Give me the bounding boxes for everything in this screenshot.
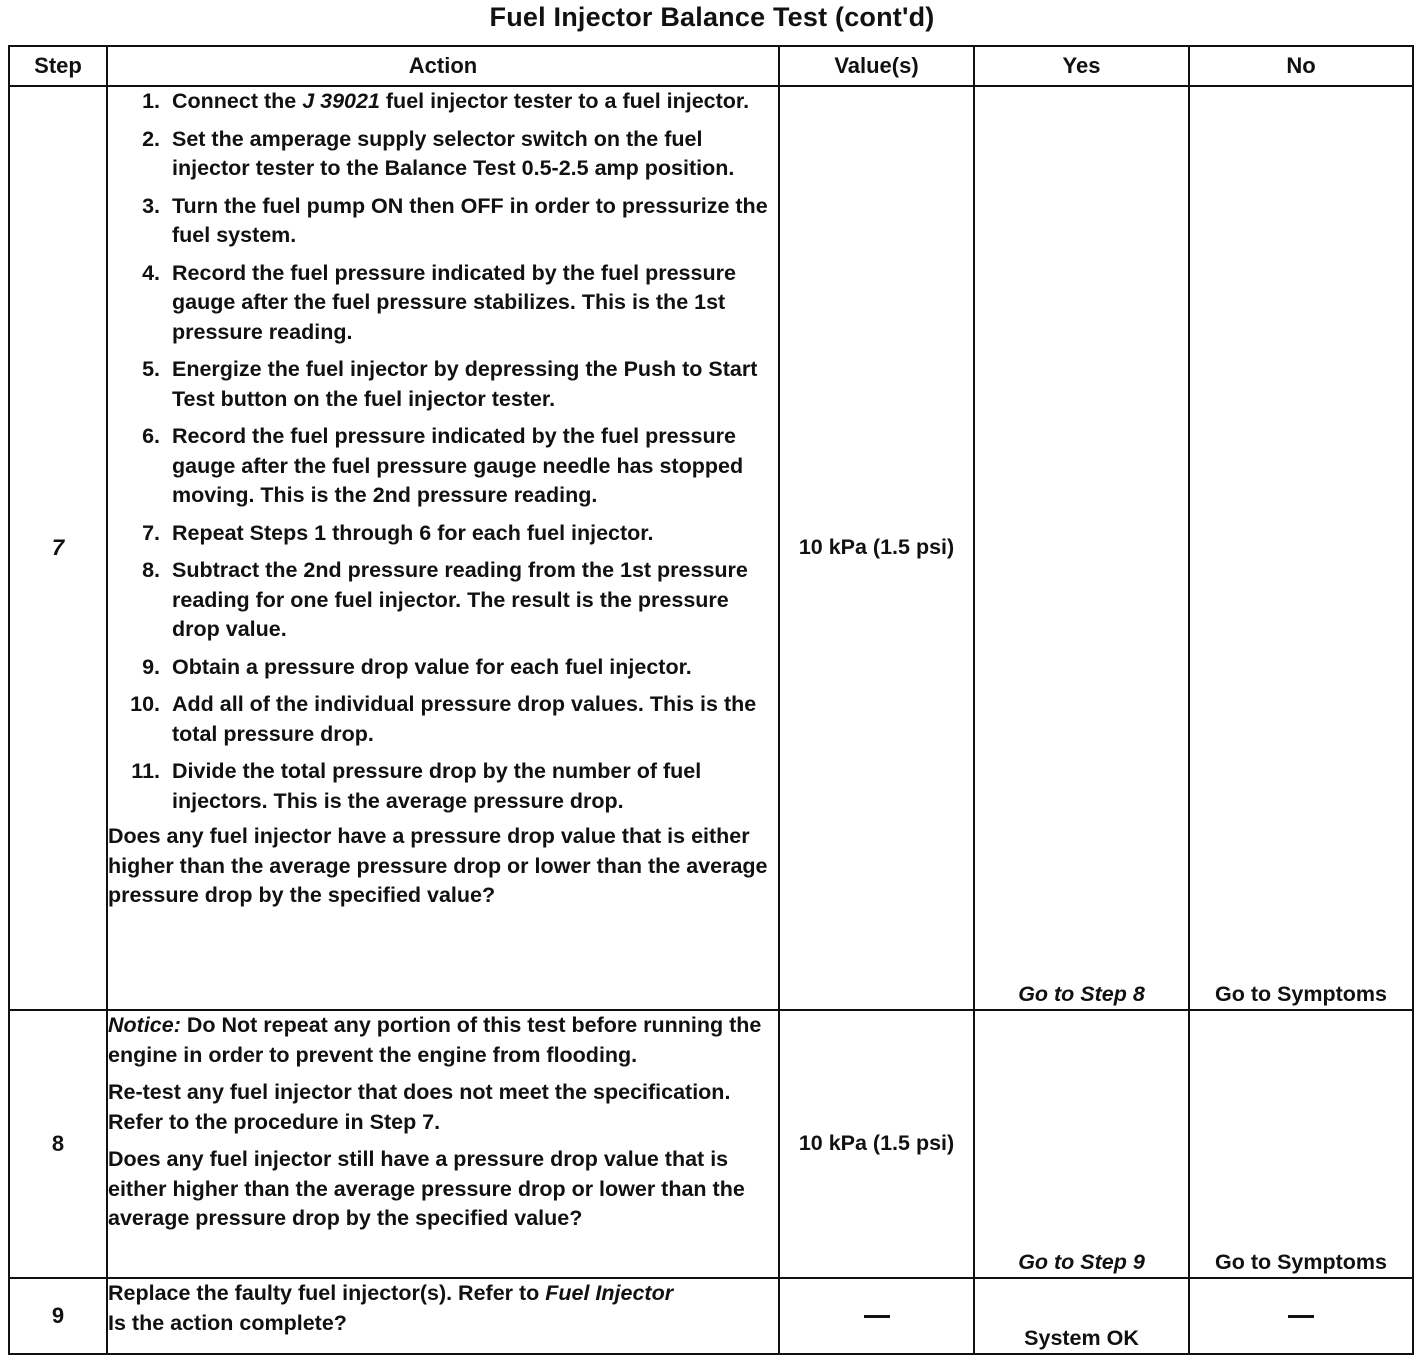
yes-cell [974, 1010, 1189, 1278]
notice-label: Notice: [108, 1013, 181, 1037]
yes-cell [974, 86, 1189, 1010]
step-number: 7 [9, 86, 107, 1010]
list-item [108, 87, 778, 117]
table-row-step-9 [9, 1278, 1413, 1354]
value-cell: 10 kPa (1.5 psi) [779, 1010, 974, 1278]
list-item-number: 10. [130, 692, 160, 716]
header-row [9, 46, 1413, 86]
no-cell: Go to Symptoms [1189, 86, 1413, 1010]
header-yes: Yes [974, 46, 1189, 86]
list-item [108, 757, 778, 816]
list-item-text: Add all of the individual pressure drop values. This is the total pressure drop. [172, 692, 757, 746]
list-item-number: 3. [142, 193, 160, 218]
list-item-number: 1. [142, 89, 160, 113]
list-item [108, 355, 778, 414]
table-row-step-7 [9, 86, 1413, 1010]
dash-mark [1288, 1315, 1314, 1318]
no-cell [1189, 1278, 1413, 1354]
list-item-text: Energize the fuel injector by depressing the Push to Start Test button on the fuel injector tester. [172, 357, 758, 411]
tool-name: J 39021 [302, 89, 380, 113]
table-row-step-8 [9, 1010, 1413, 1278]
question-text: Is the action complete? [108, 1310, 347, 1335]
list-item-number: 2. [142, 126, 160, 151]
list-item-number: 9. [142, 654, 160, 679]
list-item-text: Obtain a pressure drop value for each fuel injector. [172, 654, 692, 679]
list-item-text: fuel injector tester to a fuel injector. [379, 89, 750, 113]
list-item [108, 519, 778, 549]
list-item [108, 653, 778, 683]
list-item-number: 5. [142, 357, 160, 381]
list-item-text: Record the fuel pressure indicated by the fuel pressure gauge after the fuel pressure stabilizes. This is the 1st pressure reading. [172, 260, 736, 344]
list-item [108, 192, 778, 251]
list-item [108, 259, 778, 348]
yes-link: Go to Step 9 [1018, 1249, 1145, 1274]
list-item-number: 4. [142, 260, 160, 285]
header-no: No [1189, 46, 1413, 86]
list-item-text: Repeat Steps 1 through 6 for each fuel injector. [172, 520, 654, 545]
notice-paragraph [108, 1011, 778, 1070]
list-item-text: Turn the fuel pump ON then OFF in order to pressurize the fuel system. [172, 193, 768, 247]
list-item [108, 125, 778, 184]
question-text: Does any fuel injector have a pressure drop value that is either higher than the average pressure drop or lower than the average pressure drop by the specified value? [108, 824, 768, 907]
instruction-text: Replace the faulty fuel injector(s). Refer to [108, 1281, 546, 1305]
list-item-text: Subtract the 2nd pressure reading from the 1st pressure reading for one fuel injector. The result is the pressure drop value. [172, 558, 748, 641]
yes-cell: System OK [974, 1278, 1189, 1354]
list-item-text: Record the fuel pressure indicated by the fuel pressure gauge after the fuel pressure gauge needle has stopped moving. This is the 2nd pressure reading. [172, 424, 744, 507]
action-cell [107, 1010, 779, 1278]
header-action: Action [107, 46, 779, 86]
step-number: 9 [9, 1278, 107, 1354]
value-cell: 10 kPa (1.5 psi) [779, 86, 974, 1010]
action-cell [107, 1278, 779, 1354]
retest-paragraph: Re-test any fuel injector that does not meet the specification. Refer to the procedure in Step 7. [108, 1080, 731, 1134]
reference-link: Fuel Injector [545, 1281, 674, 1305]
step-number: 8 [9, 1010, 107, 1278]
list-item-number: 7. [142, 520, 160, 545]
header-values: Value(s) [779, 46, 974, 86]
list-item [108, 422, 778, 511]
list-item-number: 6. [142, 424, 160, 448]
diagnostic-table [8, 45, 1414, 1355]
list-item-text: Set the amperage supply selector switch on the fuel injector tester to the Balance Test 0.5-2.5 amp position. [172, 126, 735, 180]
procedure-list [108, 87, 778, 816]
list-item [108, 690, 778, 749]
list-item-number: 8. [142, 558, 160, 582]
action-cell [107, 86, 779, 1010]
dash-mark [864, 1315, 890, 1318]
list-item-text: Connect the [172, 89, 303, 113]
notice-text: Do Not repeat any portion of this test before running the engine in order to prevent the engine from flooding. [108, 1013, 762, 1067]
question-text: Does any fuel injector still have a pressure drop value that is either higher than the average pressure drop or lower than the average pressure drop by the specified value? [108, 1147, 745, 1230]
header-step: Step [9, 46, 107, 86]
list-item [108, 556, 778, 645]
no-cell: Go to Symptoms [1189, 1010, 1413, 1278]
list-item-number: 11. [131, 759, 160, 783]
list-item-text: Divide the total pressure drop by the number of fuel injectors. This is the average pressure drop. [172, 759, 702, 813]
replace-instruction [108, 1279, 778, 1309]
page-title: Fuel Injector Balance Test (cont'd) [489, 2, 935, 32]
value-cell [779, 1278, 974, 1354]
yes-link: Go to Step 8 [1018, 981, 1145, 1006]
